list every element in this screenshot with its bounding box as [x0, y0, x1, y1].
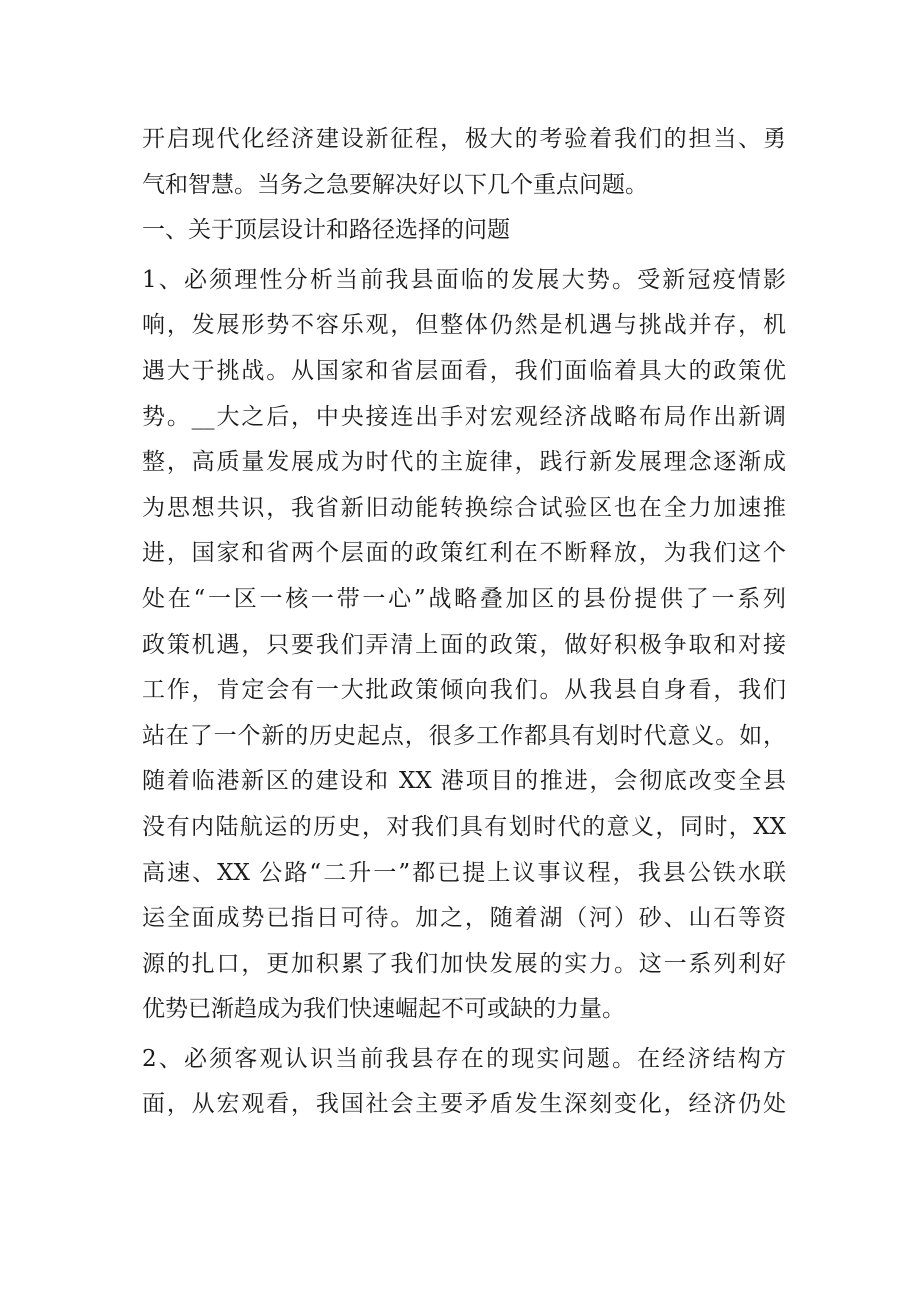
text-line: 运全面成势已指日可待。加之，随着湖（河）砂、山石等资	[142, 905, 786, 932]
text-line: 随着临港新区的建设和 XX 港项目的推进，会彻底改变全县	[142, 768, 786, 795]
paragraph-item-1	[142, 258, 786, 1033]
text-line: 整，高质量发展成为时代的主旋律，践行新发展理念逐渐成	[142, 449, 786, 476]
text-line: 处在“一区一核一带一心”战略叠加区的县份提供了一系列	[142, 585, 786, 612]
section-heading	[142, 208, 786, 254]
paragraph-intro	[142, 117, 786, 208]
text-line: 工作，肯定会有一大批政策倾向我们。从我县自身看，我们	[142, 677, 786, 704]
heading-line: 一、关于顶层设计和路径选择的问题	[142, 217, 510, 244]
text-line: 响，发展形势不容乐观，但整体仍然是机遇与挑战并存，机	[142, 312, 786, 339]
text-line: 政策机遇，只要我们弄清上面的政策，做好积极争取和对接	[142, 631, 786, 658]
text-line: 面，从宏观看，我国社会主要矛盾发生深刻变化，经济仍处	[142, 1091, 786, 1118]
text-line: 高速、XX 公路“二升一”都已提上议事议程，我县公铁水联	[142, 859, 786, 886]
text-line: 势。__大之后，中央接连出手对宏观经济战略布局作出新调	[142, 403, 786, 430]
paragraph-item-2	[142, 1037, 786, 1128]
text-line: 进，国家和省两个层面的政策红利在不断释放，为我们这个	[142, 540, 786, 567]
text-line: 没有内陆航运的历史，对我们具有划时代的意义，同时，XX	[142, 813, 786, 840]
text-line: 2、必须客观认识当前我县存在的现实问题。在经济结构方	[142, 1045, 786, 1072]
text-line: 开启现代化经济建设新征程，极大的考验着我们的担当、勇	[142, 126, 786, 152]
text-line: 优势已渐趋成为我们快速崛起不可或缺的力量。	[142, 996, 625, 1023]
text-line: 遇大于挑战。从国家和省层面看，我们面临着具大的政策优	[142, 357, 786, 384]
document-body	[142, 117, 786, 1128]
text-line: 为思想共识，我省新旧动能转换综合试验区也在全力加速推	[142, 494, 786, 521]
text-line: 1、必须理性分析当前我县面临的发展大势。受新冠疫情影	[142, 266, 786, 293]
text-line: 气和智慧。当务之急要解决好以下几个重点问题。	[142, 171, 648, 198]
text-line: 源的扎口，更加积累了我们加快发展的实力。这一系列利好	[142, 950, 786, 977]
text-line: 站在了一个新的历史起点，很多工作都具有划时代意义。如，	[142, 722, 786, 749]
